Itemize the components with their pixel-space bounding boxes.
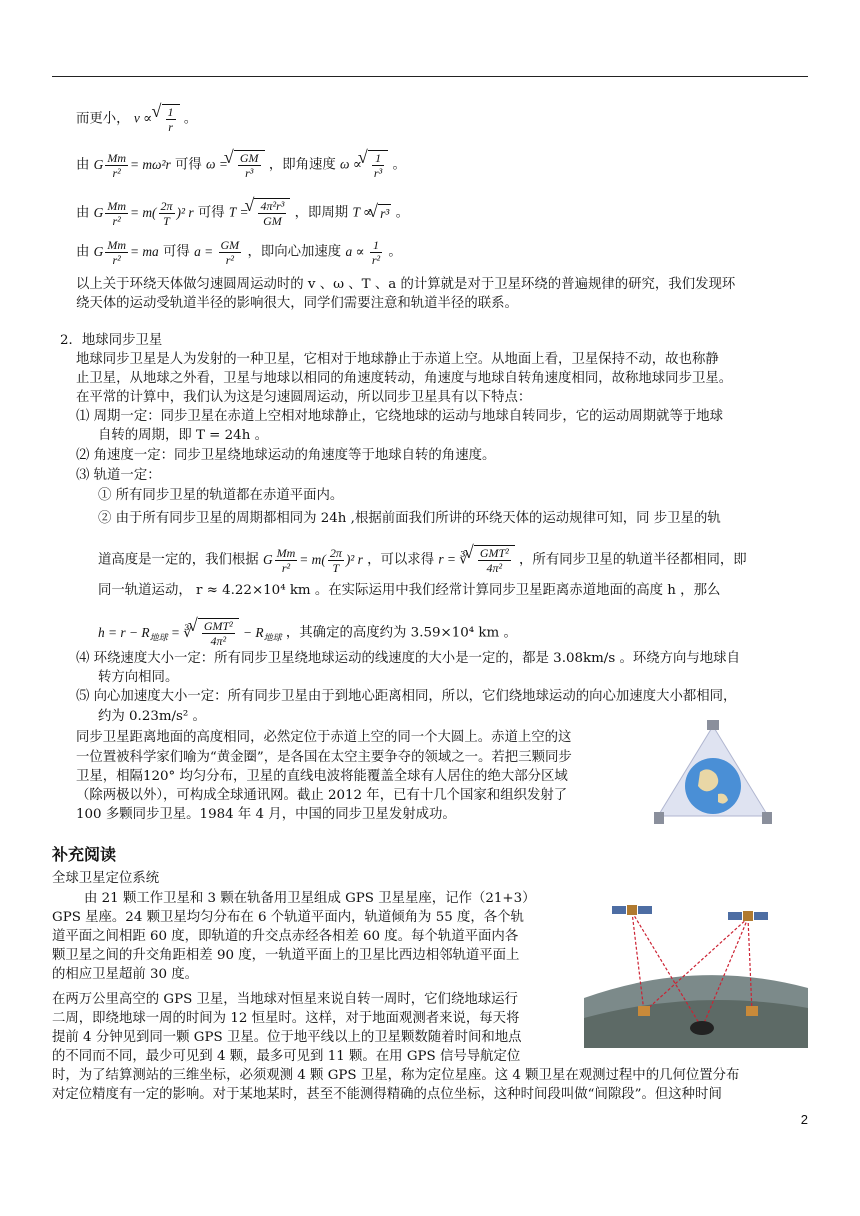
formula-height: $h = r - R_{地球}$ = ∛ √ $\frac{\text{GMT²}}{\text{4π²}}$ − $R_{地球}$ ，其确定的高度约为 3.59×10⁴ km 。 — [98, 618, 517, 648]
text-line: 100 多颗同步卫星。1984 年 4 月，中国的同步卫星发射成功。 — [76, 807, 456, 822]
page-number: 2 — [800, 1112, 808, 1127]
header-rule — [52, 76, 808, 77]
list-item: ⑵ 角速度一定：同步卫星绕地球运动的角速度等于地球自转的角速度。 — [76, 448, 496, 463]
text-line: 二周，即绕地球一周的时间为 12 恒星时。这样，对于地面观测者来说，每天将 — [52, 1011, 520, 1026]
text-line: 对定位精度有一定的影响。对于某地某时，甚至不能测得精确的点位坐标，这种时间段叫做“间隙段”。但这种时间 — [52, 1087, 722, 1102]
text-line: 地球同步卫星是人为发射的一种卫星，它相对于地球静止于赤道上空。从地面上看，卫星保持不动，故也称静 — [76, 352, 719, 367]
text-line: 同一轨道运动， r ≈ 4.22×10⁴ km 。在实际运用中我们经常计算同步卫星距离赤道地面的高度 h ，那么 — [98, 583, 721, 598]
text-line: 而更小， v ∝ √ $\frac{1}{r}$ 。 — [76, 104, 197, 134]
formula-orbit-radius: 道高度是一定的，我们根据 G $\frac{Mm}{\text{r²}}$ = m( $\frac{2\pi}{T}$ )² r ，可以求得 r = ∛ √ $\frac{\text{GMT²}}{\text{4π²}}$ ，所有同步卫星的轨道半径都相同，即 — [98, 545, 747, 575]
section-heading: 补充阅读 — [52, 845, 117, 864]
text-line: 同步卫星距离地面的高度相同，必然定位于赤道上空的同一个大圆上。赤道上空的这 — [76, 730, 572, 745]
subheading: 全球卫星定位系统 — [52, 871, 160, 886]
section-heading: 2．地球同步卫星 — [60, 333, 163, 348]
text-line: 自转的周期，即 T = 24h 。 — [98, 428, 268, 443]
text-line: 颗卫星之间的升交角距相差 90 度，一轨道平面上的卫星比西边相邻轨道平面上 — [52, 948, 520, 963]
list-item: ① 所有同步卫星的轨道都在赤道平面内。 — [98, 488, 344, 503]
formula-acceleration: 由 G $\frac{Mm}{\text{r²}}$ = ma 可得 a = $\frac{GM}{\text{r²}}$ ，即向心加速度 a ∝ $\frac{1}{\text{r²}}$ 。 — [76, 238, 402, 267]
geostationary-satellites-figure — [650, 720, 776, 828]
text-line: 由 21 颗工作卫星和 3 颗在轨备用卫星组成 GPS 卫星星座，记作（21+3） — [84, 891, 536, 906]
text-line: 卫星，相隔120° 均匀分布，卫星的直线电波将能覆盖全球有人居住的绝大部分区域 — [76, 769, 568, 784]
text-line: 转方向相同。 — [98, 670, 179, 685]
list-item: ⑷ 环绕速度大小一定：所有同步卫星绕地球运动的线速度的大小是一定的，都是 3.08km/s 。环绕方向与地球自 — [76, 651, 740, 666]
text-line: 止卫星，从地球之外看，卫星与地球以相同的角速度转动，角速度与地球自转角速度相同，故称地球同步卫星。 — [76, 371, 733, 386]
text-line: 一位置被科学家们喻为“黄金圈”，是各国在太空主要争夺的领域之一。若把三颗同步 — [76, 750, 572, 765]
text-line: 约为 0.23m/s² 。 — [98, 709, 206, 724]
text-line: 时，为了结算测站的三维坐标，必须观测 4 颗 GPS 卫星，称为定位星座。这 4 颗卫星在观测过程中的几何位置分布 — [52, 1068, 740, 1083]
list-item: ② 由于所有同步卫星的周期都相同为 24h ,根据前面我们所讲的环绕天体的运动规律可知，同 步卫星的轨 — [98, 511, 721, 526]
text-line: 绕天体的运动受轨道半径的影响很大，同学们需要注意和轨道半径的联系。 — [76, 296, 518, 311]
list-item: ⑸ 向心加速度大小一定：所有同步卫星由于到地心距离相同，所以，它们绕地球运动的向心加速度大小都相同， — [76, 689, 737, 704]
text-line: 的相应卫星超前 30 度。 — [52, 967, 199, 982]
list-item: ⑴ 周期一定：同步卫星在赤道上空相对地球静止，它绕地球的运动与地球自转同步，它的运动周期就等于地球 — [76, 409, 724, 424]
text-line: 在平常的计算中，我们认为这是匀速圆周运动，所以同步卫星具有以下特点： — [76, 390, 532, 405]
text-line: 以上关于环绕天体做匀速圆周运动时的 v 、ω 、T 、a 的计算就是对于卫星环绕的普遍规律的研究，我们发现环 — [76, 277, 736, 292]
list-item: ⑶ 轨道一定： — [76, 468, 161, 483]
formula-period: 由 G $\frac{Mm}{\text{r²}}$ = m( $\frac{2\pi}{T}$ )² r 可得 T = √ $\frac{\text{4π²r³}}{GM}$ ，即周期 T ∝√ r³ 。 — [76, 198, 409, 228]
gps-satellites-figure — [584, 888, 808, 1048]
text-line: 在两万公里高空的 GPS 卫星，当地球对恒星来说自转一周时，它们绕地球运行 — [52, 992, 518, 1007]
text-line: 的不同而不同，最少可见到 4 颗，最多可见到 11 颗。在用 GPS 信号导航定位 — [52, 1049, 521, 1064]
text-line: 提前 4 分钟见到同一颗 GPS 卫星。位于地平线以上的卫星颗数随着时间和地点 — [52, 1030, 522, 1045]
text-line: 道平面之间相距 60 度，即轨道的升交点赤经各相差 60 度。每个轨道平面内各 — [52, 929, 519, 944]
text-line: （除两极以外），可构成全球通讯网。截止 2012 年，已有十几个国家和组织发射了 — [76, 788, 568, 803]
formula-angular-velocity: 由 G $\frac{Mm}{\text{r²}}$ = mω²r 可得 ω = √ $\frac{GM}{\text{r³}}$ ，即角速度 ω ∝ √ $\frac{1}{\text{r³}}$ 。 — [76, 150, 406, 180]
text-line: GPS 星座。24 颗卫星均匀分布在 6 个轨道平面内，轨道倾角为 55 度，各个轨 — [52, 910, 524, 925]
